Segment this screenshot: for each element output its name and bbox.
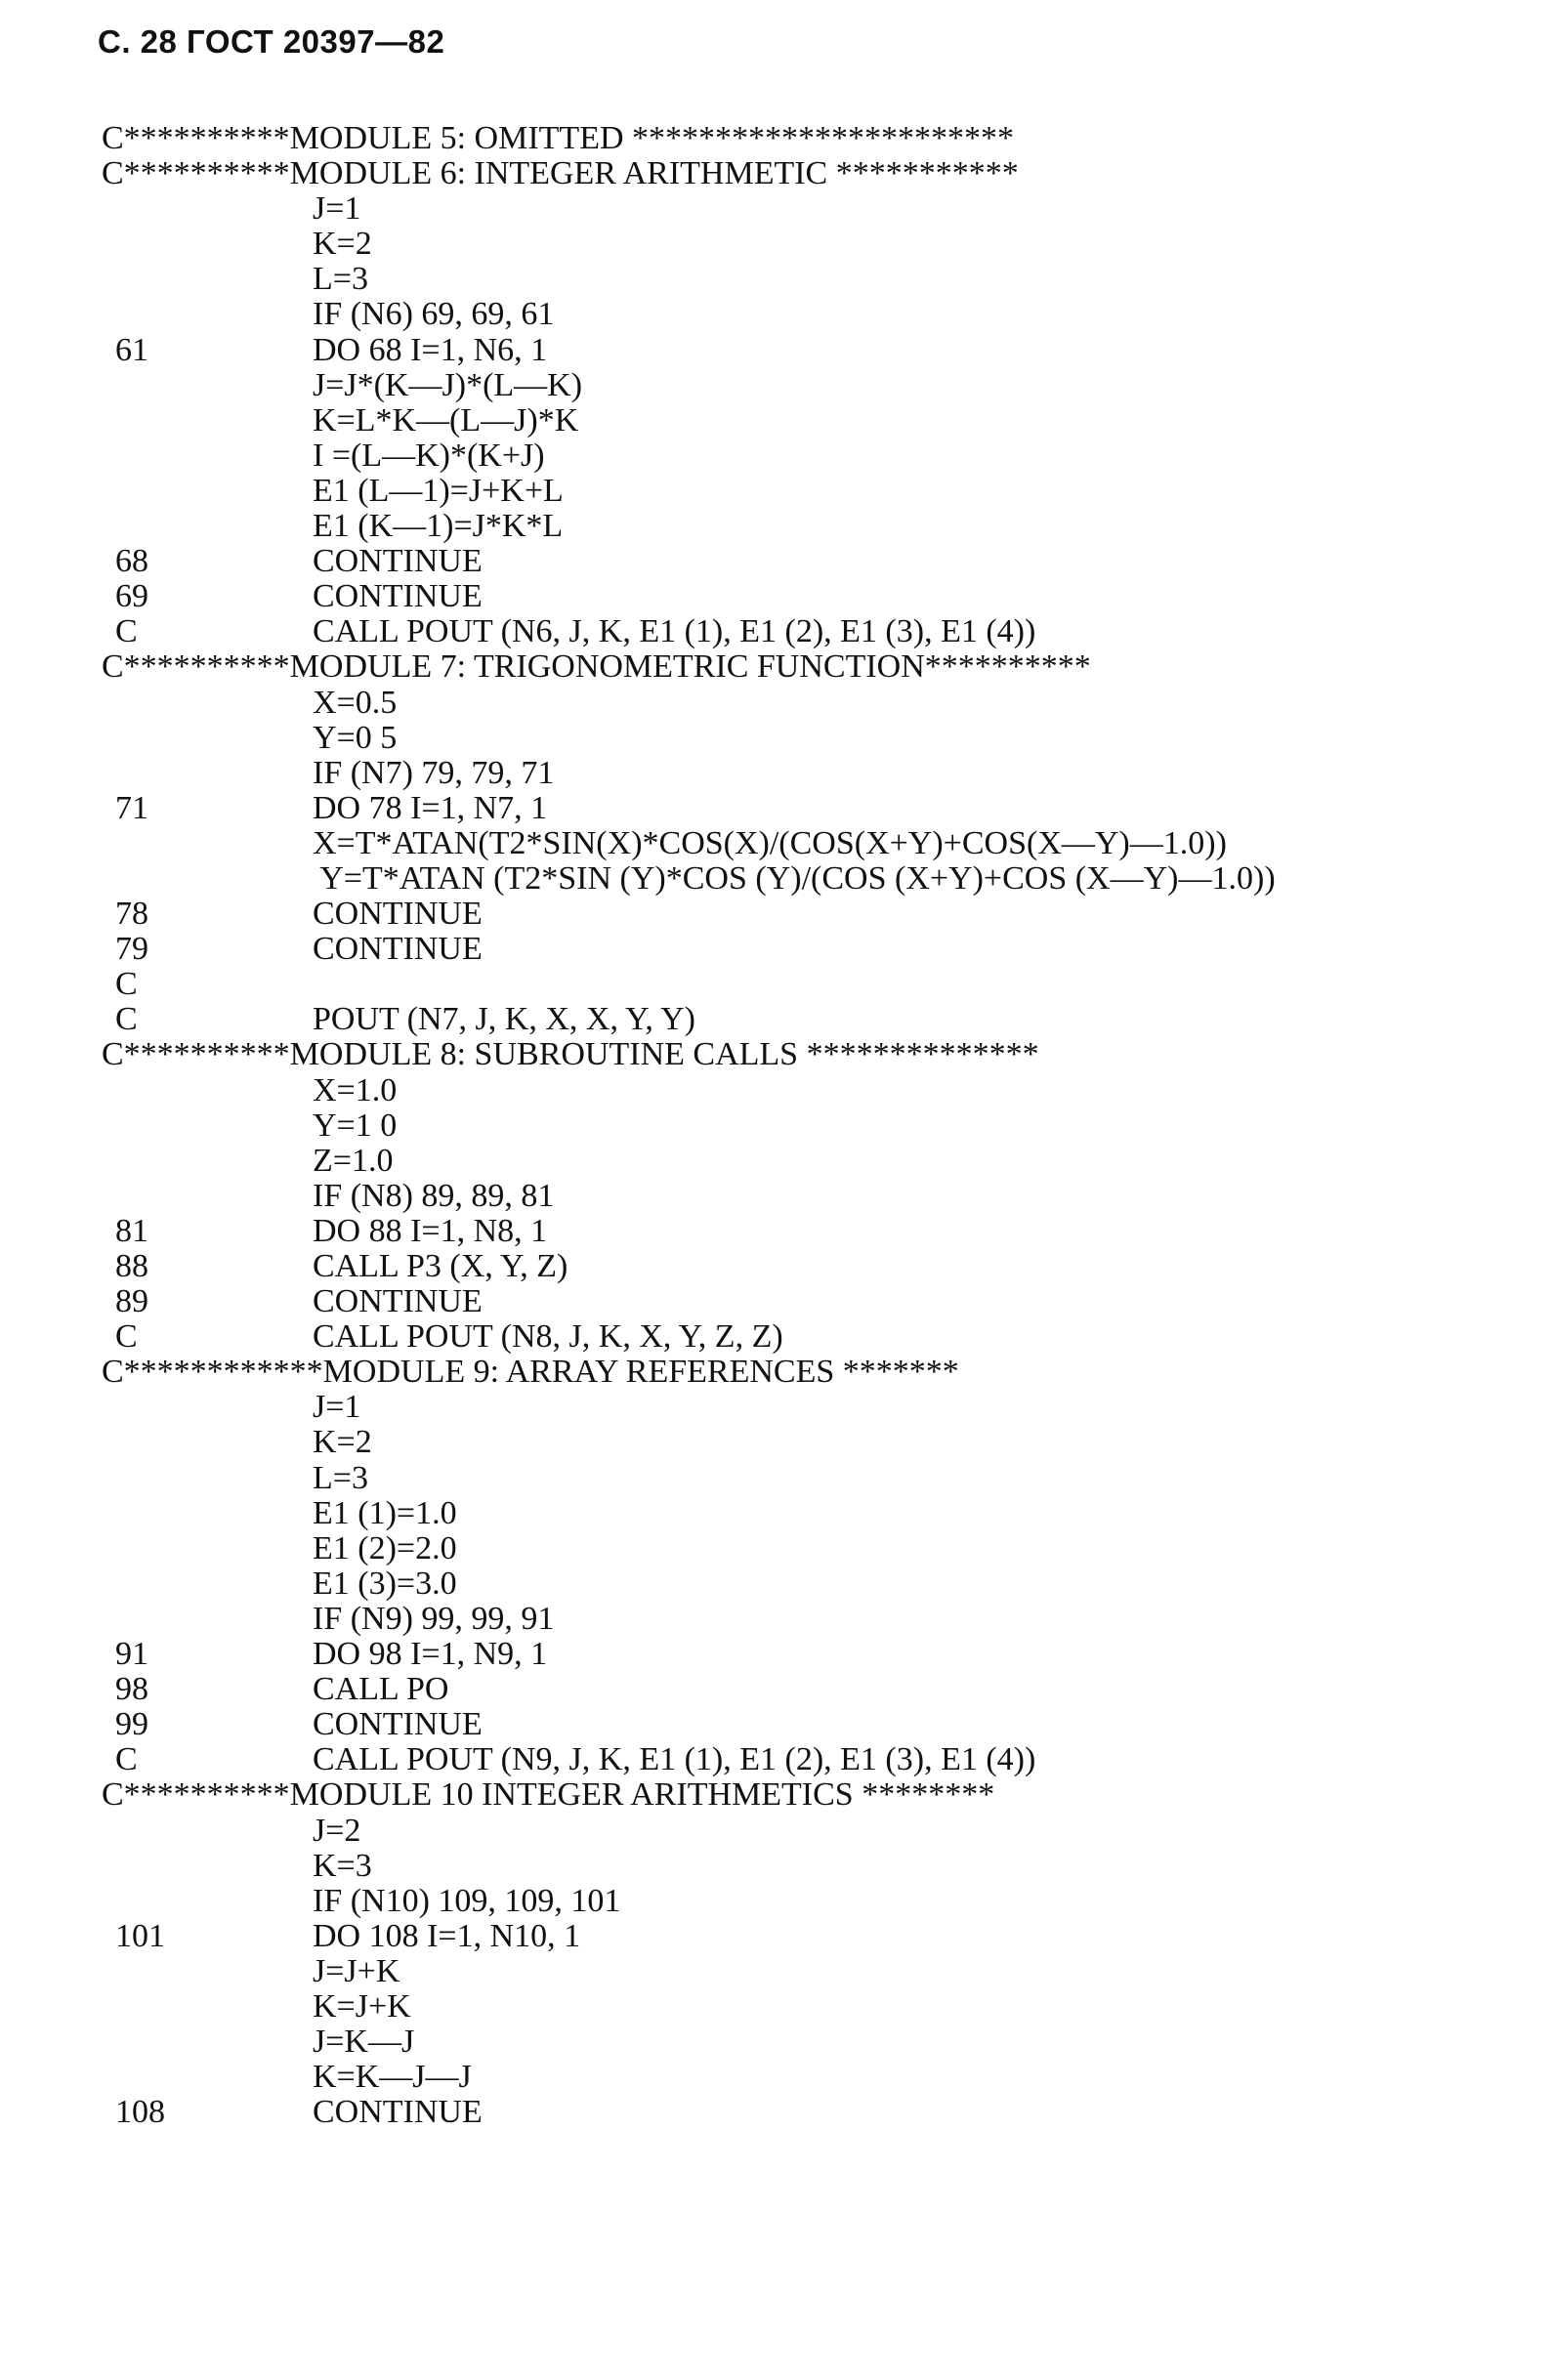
code-line (0, 1849, 1556, 1884)
code-line (0, 403, 1556, 438)
statement-text: CALL P3 (X, Y, Z) (313, 1248, 568, 1284)
statement-label: C (115, 1001, 138, 1038)
statement-label: 108 (115, 2094, 165, 2131)
code-line (0, 1496, 1556, 1531)
statement-text: K=K—J—J (313, 2059, 472, 2096)
statement-text: J=J*(K—J)*(L—K) (313, 366, 583, 403)
statement-text: X=T*ATAN(T2*SIN(X)*COS(X)/(COS(X+Y)+COS(X—Y)—1.0)) (313, 824, 1227, 861)
code-line (0, 262, 1556, 297)
code-line (0, 826, 1556, 861)
statement-text: IF (N7) 79, 79, 71 (313, 754, 555, 791)
module-banner-line (0, 156, 1556, 191)
code-line (0, 1742, 1556, 1777)
statement-text: Y=0 5 (313, 719, 398, 756)
module-banner-text: C**********MODULE 7: TRIGONOMETRIC FUNCTION********** (102, 648, 1091, 686)
statement-text: POUT (N7, J, K, X, X, Y, Y) (313, 1001, 695, 1038)
statement-text: J=1 (313, 1389, 361, 1426)
code-line (0, 509, 1556, 544)
code-line (0, 791, 1556, 826)
page-header: С. 28 ГОСТ 20397—82 (98, 23, 445, 60)
code-line (0, 227, 1556, 262)
code-line (0, 1884, 1556, 1919)
code-line (0, 1461, 1556, 1496)
statement-text: CALL PO (313, 1671, 449, 1708)
statement-label: 69 (115, 578, 148, 615)
code-line (0, 1531, 1556, 1566)
statement-label: C (115, 613, 138, 650)
code-line (0, 1425, 1556, 1460)
statement-text: X=0.5 (313, 684, 398, 721)
statement-label: 99 (115, 1706, 148, 1743)
statement-label: 89 (115, 1283, 148, 1320)
code-line (0, 544, 1556, 579)
statement-label: C (115, 966, 138, 1003)
statement-text: IF (N6) 69, 69, 61 (313, 296, 555, 333)
statement-text: CALL POUT (N8, J, K, X, Y, Z, Z) (313, 1318, 783, 1356)
code-line (0, 1108, 1556, 1144)
code-line (0, 474, 1556, 509)
code-line (0, 1602, 1556, 1637)
statement-text: J=1 (313, 190, 361, 228)
code-line (0, 967, 1556, 1002)
statement-text: CONTINUE (313, 1706, 483, 1743)
code-line (0, 2095, 1556, 2130)
code-line (0, 438, 1556, 474)
statement-text: CONTINUE (313, 578, 483, 615)
statement-text: Z=1.0 (313, 1142, 394, 1179)
statement-label: 78 (115, 896, 148, 933)
statement-label: 79 (115, 931, 148, 968)
statement-text: IF (N9) 99, 99, 91 (313, 1600, 555, 1637)
statement-text: DO 108 I=1, N10, 1 (313, 1917, 581, 1954)
code-line (0, 1672, 1556, 1707)
code-line (0, 1073, 1556, 1108)
module-banner-line (0, 1777, 1556, 1813)
statement-text: J=K—J (313, 2024, 415, 2061)
statement-label: C (115, 1318, 138, 1356)
statement-text: X=1.0 (313, 1071, 398, 1108)
statement-label: 91 (115, 1636, 148, 1673)
code-line (0, 191, 1556, 227)
module-banner-text: C**********MODULE 5: OMITTED *********************** (102, 120, 1015, 156)
statement-label: 81 (115, 1212, 148, 1249)
code-line (0, 333, 1556, 368)
statement-text: E1 (1)=1.0 (313, 1494, 457, 1531)
code-line (0, 1214, 1556, 1249)
statement-text: DO 78 I=1, N7, 1 (313, 789, 548, 826)
statement-text: Y=1 0 (313, 1106, 398, 1144)
code-line (0, 1179, 1556, 1214)
statement-text: E1 (3)=3.0 (313, 1565, 457, 1602)
code-line (0, 1144, 1556, 1179)
module-banner-line (0, 1037, 1556, 1072)
code-line (0, 579, 1556, 614)
statement-label: 101 (115, 1917, 165, 1954)
code-line (0, 1284, 1556, 1319)
code-line (0, 1390, 1556, 1425)
statement-text: CALL POUT (N9, J, K, E1 (1), E1 (2), E1 (3), E1 (4)) (313, 1741, 1036, 1778)
code-line (0, 932, 1556, 967)
code-line (0, 1319, 1556, 1355)
code-line (0, 1989, 1556, 2025)
statement-label: 98 (115, 1671, 148, 1708)
code-line (0, 686, 1556, 721)
code-line (0, 1814, 1556, 1849)
code-line (0, 1954, 1556, 1989)
statement-text: CONTINUE (313, 1283, 483, 1320)
statement-text: K=L*K—(L—J)*K (313, 401, 579, 438)
statement-text: J=J+K (313, 1952, 400, 1989)
code-line (0, 368, 1556, 403)
code-line (0, 1637, 1556, 1672)
statement-text: DO 68 I=1, N6, 1 (313, 331, 548, 368)
statement-text: J=2 (313, 1812, 361, 1849)
code-line (0, 721, 1556, 756)
statement-label: 71 (115, 789, 148, 826)
statement-text: E1 (K—1)=J*K*L (313, 508, 564, 545)
code-line (0, 1566, 1556, 1602)
module-banner-line (0, 1355, 1556, 1390)
module-banner-line (0, 121, 1556, 156)
module-banner-line (0, 649, 1556, 685)
statement-text: IF (N8) 89, 89, 81 (313, 1177, 555, 1214)
statement-text: E1 (2)=2.0 (313, 1529, 457, 1566)
statement-text: CONTINUE (313, 2094, 483, 2131)
statement-text: Y=T*ATAN (T2*SIN (Y)*COS (Y)/(COS (X+Y)+COS (X—Y)—1.0)) (313, 859, 1276, 897)
statement-text: CONTINUE (313, 896, 483, 933)
module-banner-text: C**********MODULE 6: INTEGER ARITHMETIC *********** (102, 155, 1019, 192)
code-line (0, 1919, 1556, 1954)
code-line (0, 2060, 1556, 2095)
statement-text: IF (N10) 109, 109, 101 (313, 1882, 621, 1919)
statement-label: C (115, 1741, 138, 1778)
code-line (0, 2025, 1556, 2060)
statement-text: K=2 (313, 226, 372, 263)
module-banner-text: C**********MODULE 10 INTEGER ARITHMETICS ******** (102, 1776, 995, 1814)
statement-text: K=2 (313, 1424, 372, 1461)
statement-text: CONTINUE (313, 543, 483, 580)
statement-text: I =(L—K)*(K+J) (313, 437, 545, 474)
statement-text: DO 98 I=1, N9, 1 (313, 1636, 548, 1673)
code-line (0, 614, 1556, 649)
code-line (0, 297, 1556, 332)
statement-text: K=J+K (313, 1987, 411, 2025)
module-banner-text: C************MODULE 9: ARRAY REFERENCES ******* (102, 1354, 959, 1391)
code-line (0, 861, 1556, 897)
statement-text: DO 88 I=1, N8, 1 (313, 1212, 548, 1249)
code-line (0, 1249, 1556, 1284)
code-line (0, 1707, 1556, 1742)
code-line (0, 897, 1556, 932)
statement-text: L=3 (313, 261, 368, 298)
module-banner-text: C**********MODULE 8: SUBROUTINE CALLS ************** (102, 1036, 1039, 1073)
code-listing (0, 121, 1556, 2130)
code-line (0, 756, 1556, 791)
statement-label: 61 (115, 331, 148, 368)
code-line (0, 1002, 1556, 1037)
statement-text: K=3 (313, 1847, 372, 1884)
statement-text: CONTINUE (313, 931, 483, 968)
statement-text: CALL POUT (N6, J, K, E1 (1), E1 (2), E1 (3), E1 (4)) (313, 613, 1036, 650)
statement-text: E1 (L—1)=J+K+L (313, 472, 564, 509)
statement-label: 88 (115, 1248, 148, 1284)
statement-label: 68 (115, 543, 148, 580)
statement-text: L=3 (313, 1459, 368, 1496)
